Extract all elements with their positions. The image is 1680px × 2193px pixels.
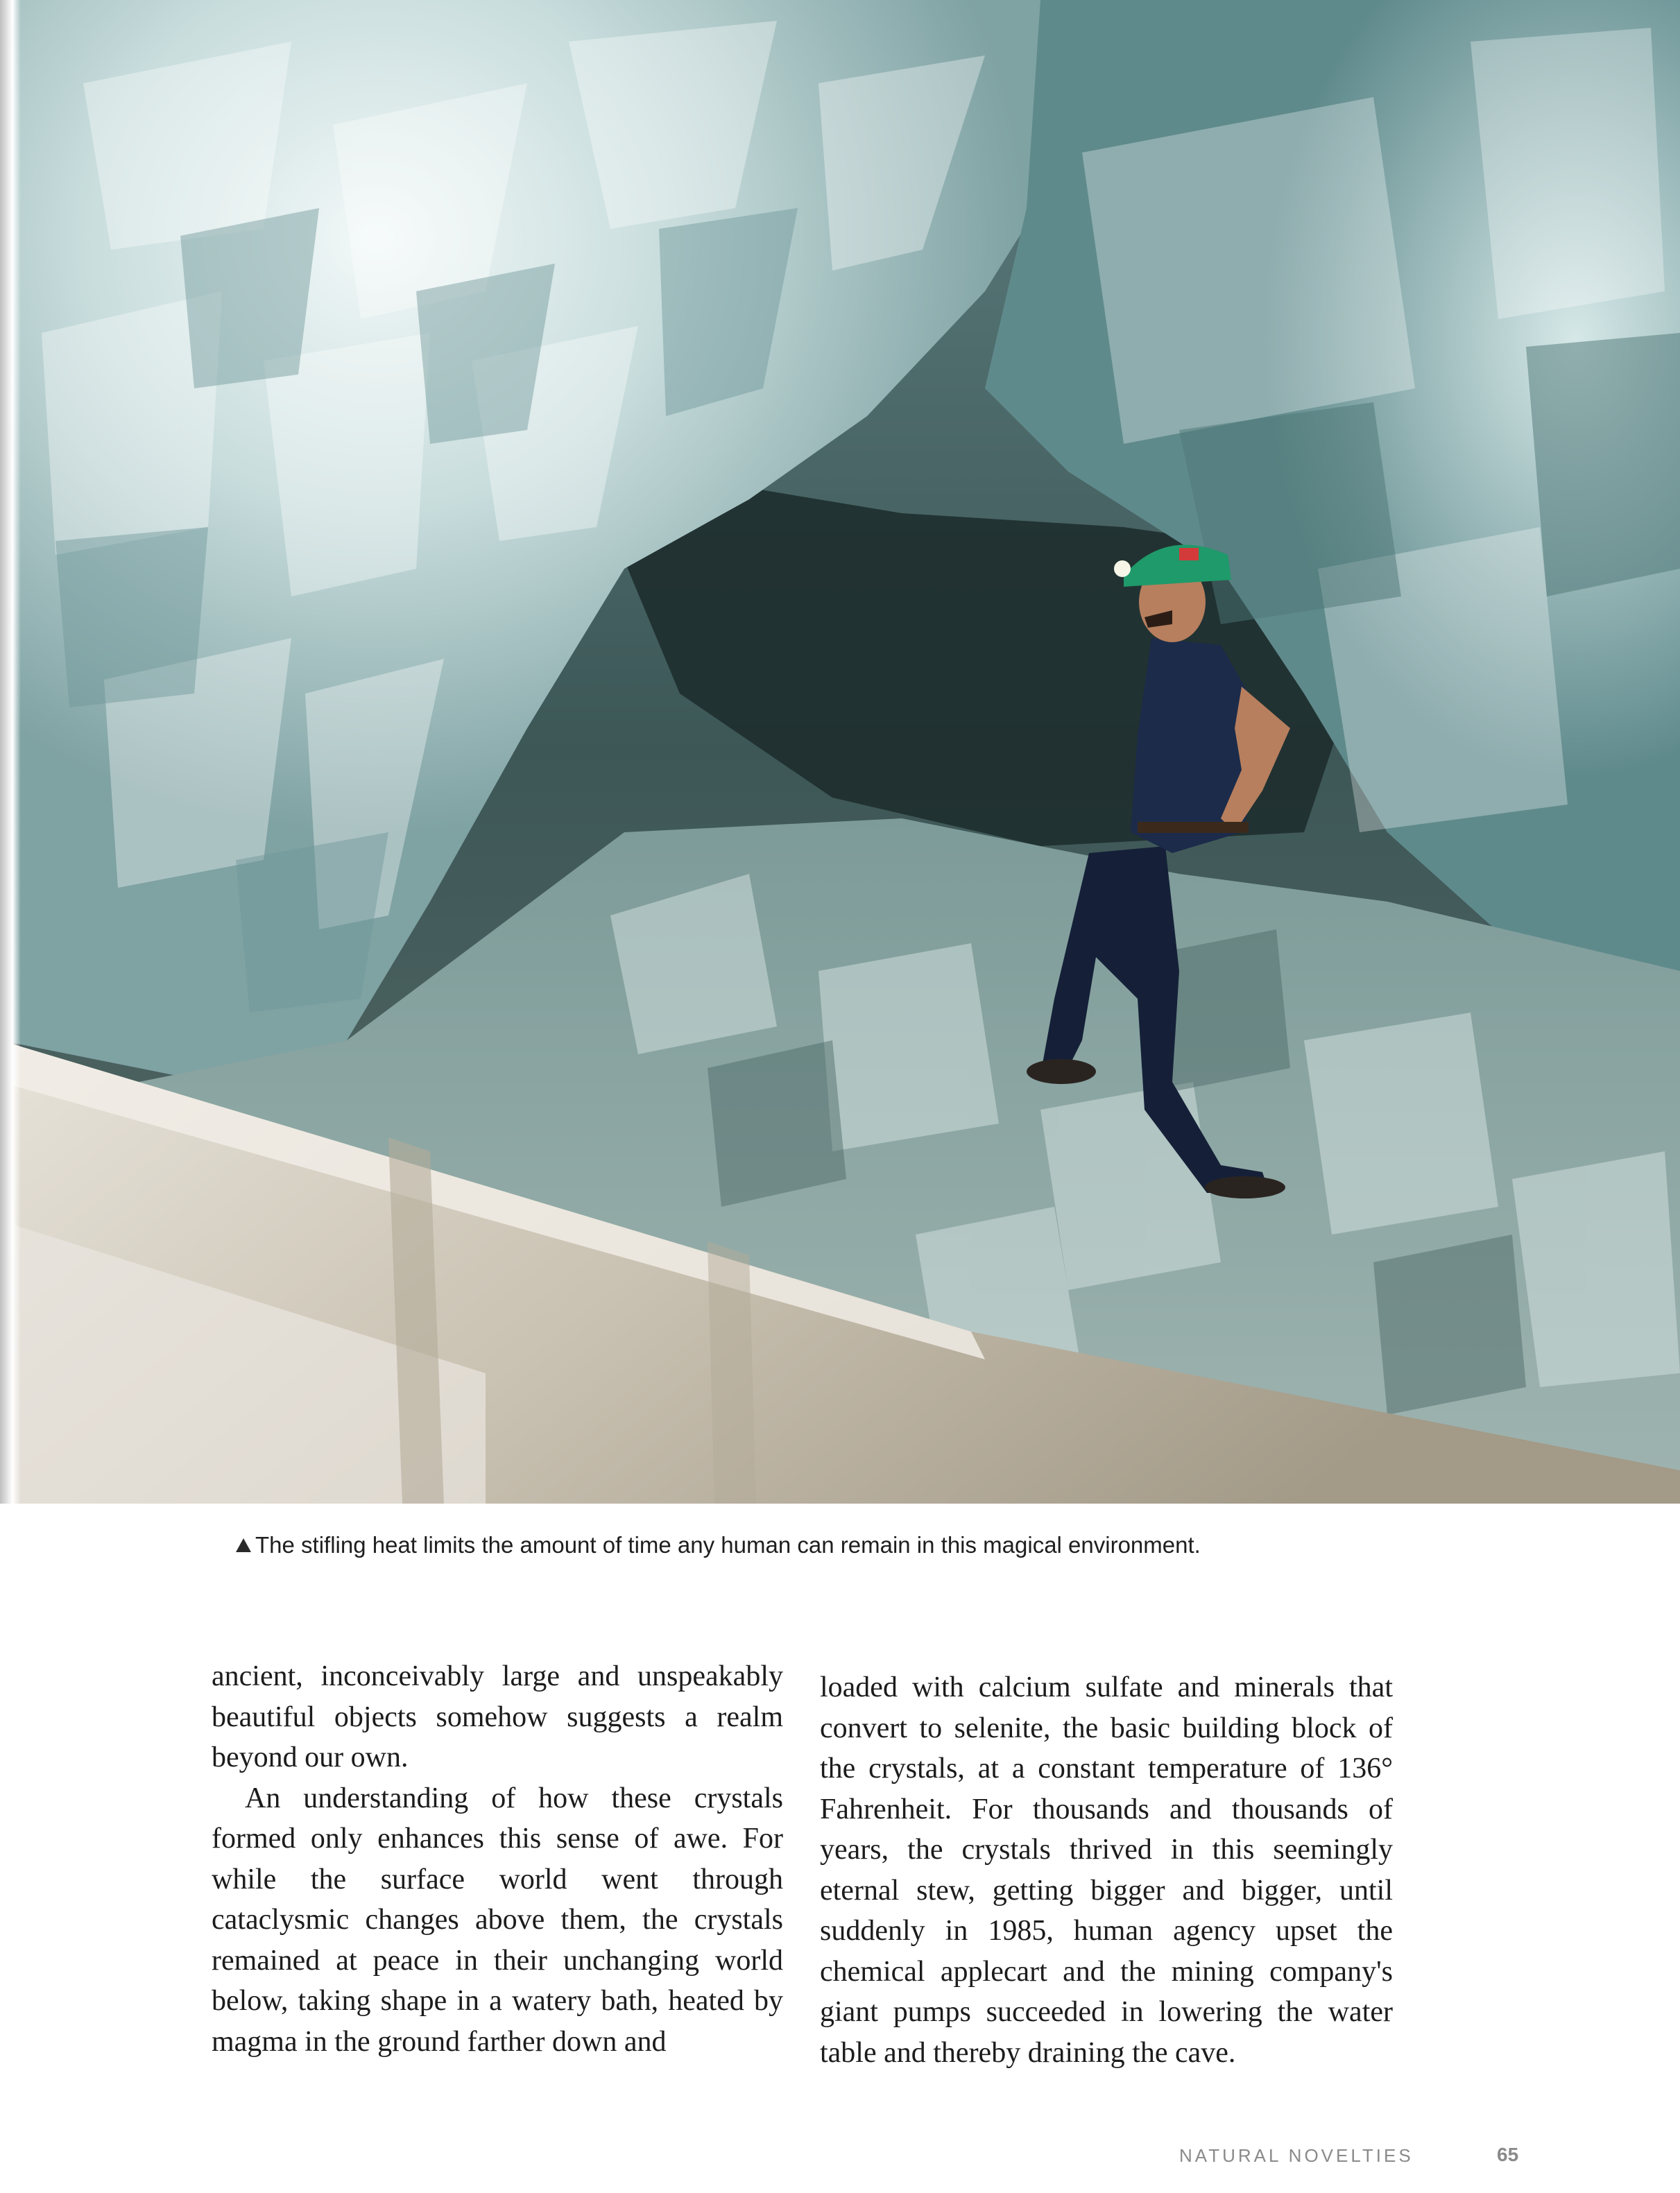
body-column-left (212, 1656, 783, 2062)
body-paragraph: An understanding of how these crystals formed only enhances this sense of awe. For while the surface world went through cataclysmic changes above them, the crystals remained at peace in their unchanging world below, taking shape in a watery bath, heated by magma in the ground farther down and (212, 1782, 783, 2058)
photo-caption (236, 1531, 1457, 1559)
caption-triangle-icon (236, 1538, 251, 1552)
body-paragraph: loaded with calcium sulfate and minerals that convert to selenite, the basic building block of the crystals, at a constant temperature of 136° Fahrenheit. For thousands and thousands of years, the crystals thrived in this seemingly eternal stew, getting bigger and bigger, until suddenly in 1985, human agency upset the chemical applecart and the mining company's giant pumps succeeded in lowering the water table and thereby draining the cave. (820, 1671, 1393, 2069)
page-number: 65 (1497, 2144, 1519, 2165)
caption-text: The stifling heat limits the amount of time any human can remain in this magical environment. (255, 1532, 1201, 1558)
body-column-right (820, 1667, 1393, 2073)
page-gutter (0, 0, 21, 1504)
running-head: NATURAL NOVELTIES (1179, 2145, 1414, 2166)
body-paragraph: ancient, inconceivably large and unspeakably beautiful objects somehow suggests a realm beyond our own. (212, 1660, 783, 1773)
